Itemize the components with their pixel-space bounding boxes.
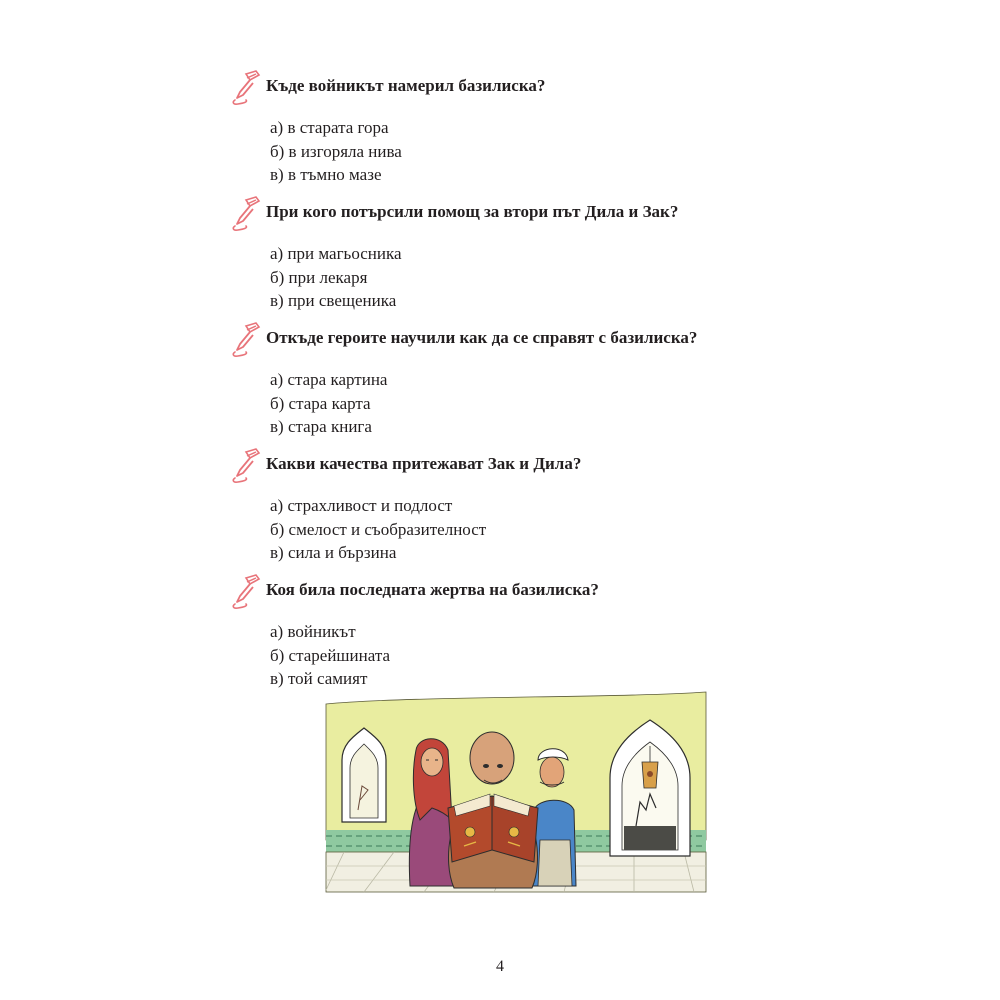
answer-option: в) той самият: [270, 669, 368, 688]
pencil-icon: [230, 70, 266, 106]
pencil-icon: [230, 574, 266, 610]
answer-option: б) в изгоряла нива: [270, 141, 402, 161]
answer-list: [270, 368, 790, 439]
question-block: [230, 574, 790, 691]
answer-option: а) в старата гора: [270, 118, 389, 137]
answer-option: б) стара карта: [270, 393, 371, 413]
answer-option: в) стара книга: [270, 417, 372, 436]
answer-list: [270, 620, 790, 691]
pencil-icon: [230, 448, 266, 484]
answer-list: [270, 242, 790, 313]
question-text: При кого потърсили помощ за втори път Дила и Зак?: [266, 202, 679, 221]
question-heading: [230, 196, 790, 232]
question-heading: [230, 448, 790, 484]
answer-option: а) страхливост и подлост: [270, 496, 453, 515]
answer-option: б) при лекаря: [270, 267, 368, 287]
answer-option: в) при свещеника: [270, 291, 397, 310]
answer-list: [270, 116, 790, 187]
question-heading: [230, 70, 790, 106]
answer-option: б) смелост и съобразителност: [270, 519, 487, 539]
question-heading: [230, 322, 790, 358]
question-block: [230, 70, 790, 187]
question-block: [230, 322, 790, 439]
question-heading: [230, 574, 790, 610]
answer-option: а) стара картина: [270, 370, 388, 389]
question-text: Къде войникът намерил базилиска?: [266, 76, 546, 95]
pencil-icon: [230, 196, 266, 232]
reading-book-illustration: [324, 690, 708, 894]
question-block: [230, 196, 790, 313]
answer-list: [270, 494, 790, 565]
answer-option: а) войникът: [270, 622, 356, 641]
answer-option: б) старейшината: [270, 645, 391, 665]
question-block: [230, 448, 790, 565]
answer-option: а) при магьосника: [270, 244, 402, 263]
pencil-icon: [230, 322, 266, 358]
answer-option: в) сила и бързина: [270, 543, 397, 562]
page-number: 4: [496, 958, 504, 975]
question-text: Коя била последната жертва на базилиска?: [266, 580, 599, 599]
answer-option: в) в тъмно мазе: [270, 165, 382, 184]
question-text: Какви качества притежават Зак и Дила?: [266, 454, 582, 473]
question-text: Откъде героите научили как да се справят с базилиска?: [266, 328, 698, 347]
